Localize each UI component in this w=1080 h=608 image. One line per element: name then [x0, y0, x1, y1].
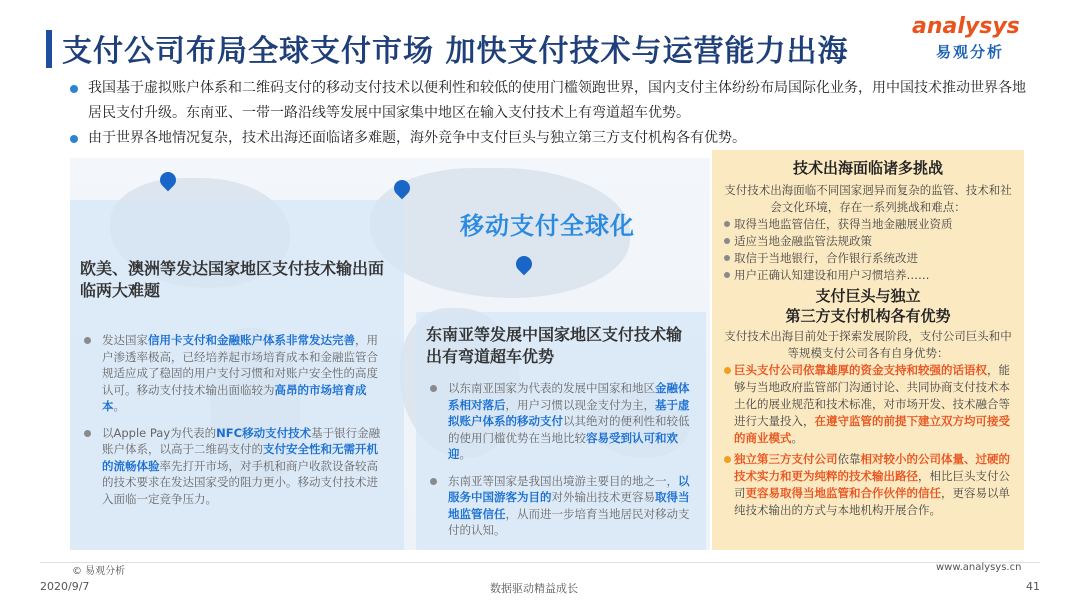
challenge-item: 用户正确认知建设和用户习惯培养……: [712, 267, 1024, 284]
advantage-item: 巨头支付公司依靠雄厚的资金支持和较强的话语权，能够与当地政府监管部门沟通讨论、共同协商支付技术本土化的展业规范和技术标准，对市场开发、技术融合等进行大量投入，在遵守监管的前提下建立双方均可接受的商业模式。: [712, 362, 1024, 447]
card-title: 东南亚等发展中国家地区支付技术输出有弯道超车优势: [426, 325, 683, 366]
panel-heading: 第三方支付机构各有优势: [785, 307, 951, 325]
card-point: 以Apple Pay为代表的NFC移动支付技术基于银行金融账户体系，以高于二维码支付的支付安全性和无需开机的流畅体验率先打开市场，对手机和商户收款设备较高的技术要求在发达国家受的阻力更小。移动支付技术进入面临一定竞争压力。: [80, 425, 388, 508]
title-accent-bar: [46, 30, 52, 68]
center-heading: 移动支付全球化: [460, 212, 635, 240]
footer-website: www.analysys.cn: [936, 562, 1022, 573]
analysys-logo: [912, 14, 1042, 64]
page-title: 支付公司布局全球支付市场 加快支付技术与运营能力出海: [62, 34, 849, 69]
challenge-item: 取得当地监管信任，获得当地金融展业资质: [712, 216, 1024, 233]
challenges-panel: [712, 150, 1024, 550]
card-title: 欧美、澳洲等发达国家地区支付技术输出面临两大难题: [80, 259, 385, 300]
challenge-item: 取信于当地银行，合作银行系统改进: [712, 250, 1024, 267]
panel-intro: 支付技术出海面临不同国家迥异而复杂的监管、技术和社会文化环境，存在一系列挑战和难点：: [724, 183, 1012, 214]
panel-heading: 支付巨头与独立: [815, 287, 921, 305]
logo-wordmark: analysys: [912, 14, 1020, 39]
footer-divider: [40, 562, 1040, 563]
card-point: 东南亚等国家是我国出境游主要目的地之一，以服务中国游客为目的对外输出技术更容易取得当地监管信任，从而进一步培育当地居民对移动支付的认知。: [426, 473, 696, 539]
developing-countries-card: [416, 312, 706, 550]
logo-subtitle: 易观分析: [936, 43, 1005, 61]
intro-bullet-1: 我国基于虚拟账户体系和二维码支付的移动支付技术以便利性和较低的使用门槛领跑世界，国内支付主体纷纷布局国际化业务，用中国技术推动世界各地居民支付升级。东南亚、一带一路沿线等发展中国家集中地区在输入支付技术上有弯道超车优势。: [70, 76, 1030, 126]
card-point: 发达国家信用卡支付和金融账户体系非常发达完善，用户渗透率极高，已经培养起市场培育成本和金融监管合规适应成了稳固的用户支付习惯和对账户安全性的高度认可。移动支付技术输出面临较为高昂的市场培育成本。: [80, 332, 388, 415]
panel-heading: 技术出海面临诸多挑战: [792, 159, 943, 177]
advantage-item: 独立第三方支付公司依靠相对较小的公司体量、过硬的技术实力和更为纯粹的技术输出路径，相比巨头支付公司更容易取得当地监管和合作伙伴的信任，更容易以单纯技术输出的方式与本地机构开展合作。: [712, 451, 1024, 519]
panel-intro: 支付技术出海目前处于探索发展阶段，支付公司巨头和中等规模支付公司各有自身优势：: [724, 329, 1012, 360]
challenge-item: 适应当地金融监管法规政策: [712, 233, 1024, 250]
card-point: 以东南亚国家为代表的发展中国家和地区金融体系相对落后，用户习惯以现金支付为主，基于虚拟账户体系的移动支付以其绝对的便利性和较低的使用门槛优势在当地比较容易受到认可和欢迎。: [426, 380, 696, 463]
intro-bullet-2: 由于世界各地情况复杂，技术出海还面临诸多难题，海外竞争中支付巨头与独立第三方支付机构各有优势。: [70, 126, 1030, 151]
footer-copyright: © 易观分析: [72, 566, 126, 577]
page-number: 41: [1026, 580, 1040, 593]
footer-slogan: 数据驱动精益成长: [490, 582, 578, 595]
footer-date: 2020/9/7: [40, 580, 90, 593]
intro-bullets: [70, 76, 1030, 151]
developed-countries-card: [70, 200, 404, 550]
